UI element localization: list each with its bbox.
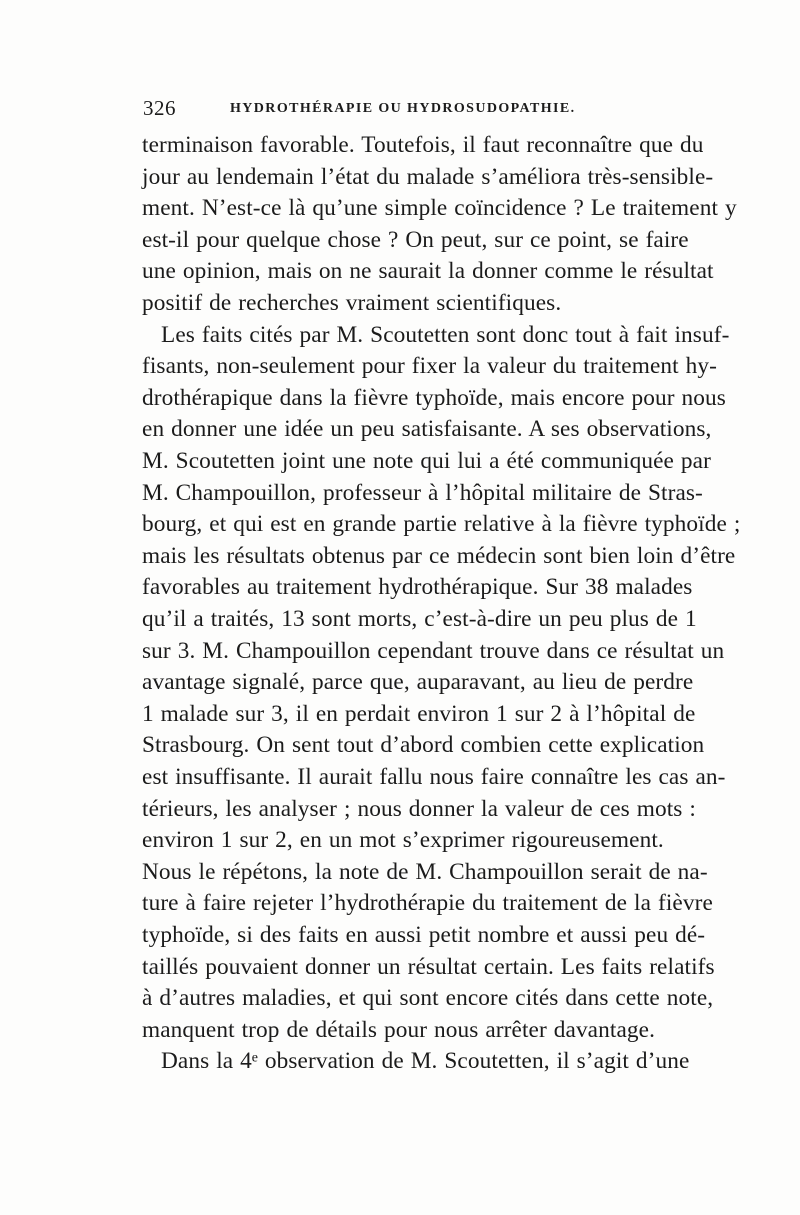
text-line: qu’il a traités, 13 sont morts, c’est-à-dire un peu plus de 1 xyxy=(142,606,697,632)
text-line: drothérapique dans la fièvre typhoïde, mais encore pour nous xyxy=(142,384,726,411)
text-line: mais les résultats obtenus par ce médecin sont bien loin d’être xyxy=(142,542,736,569)
text-line: positif de recherches vraiment scientifiques. xyxy=(142,290,562,316)
text-line: Nous le répétons, la note de M. Champouillon serait de na- xyxy=(142,858,708,885)
page-header xyxy=(143,96,663,124)
text-line: à d’autres maladies, et qui sont encore cités dans cette note, xyxy=(142,985,714,1012)
text-line: M. Champouillon, professeur à l’hôpital militaire de Stras- xyxy=(142,479,703,506)
page-number: 326 xyxy=(143,96,176,120)
text-line: térieurs, les analyser ; nous donner la valeur de ces mots : xyxy=(142,795,696,822)
text-line: ture à faire rejeter l’hydrothérapie du traitement de la fièvre xyxy=(142,890,713,917)
text-line: est insuffisante. Il aurait fallu nous faire connaître les cas an- xyxy=(142,764,726,790)
text-line: en donner une idée un peu satisfaisante. A ses observations, xyxy=(142,416,712,443)
text-line: taillés pouvaient donner un résultat certain. Les faits relatifs xyxy=(142,953,715,980)
text-line: terminaison favorable. Toutefois, il faut reconnaître que du xyxy=(142,132,704,158)
text-line: sur 3. M. Champouillon cependant trouve dans ce résultat un xyxy=(142,637,725,664)
text-line: ment. N’est-ce là qu’une simple coïncidence ? Le traitement y xyxy=(142,195,737,222)
text-line: avantage signalé, parce que, auparavant, au lieu de perdre xyxy=(142,669,694,696)
text-line: Strasbourg. On sent tout d’abord combien cette explication xyxy=(142,732,705,759)
running-title: HYDROTHÉRAPIE OU HYDROSUDOPATHIE. xyxy=(230,101,576,116)
text-line: fisants, non-seulement pour fixer la valeur du traitement hy- xyxy=(142,353,717,380)
text-line: typhoïde, si des faits en aussi petit nombre et aussi peu dé- xyxy=(142,922,706,948)
text-line: une opinion, mais on ne saurait la donner comme le résultat xyxy=(142,258,714,285)
paragraph-first-line: Dans la 4ᵉ observation de M. Scoutetten, il s’agit d’une xyxy=(161,1048,690,1075)
text-line: favorables au traitement hydrothérapique. Sur 38 malades xyxy=(142,574,693,601)
text-line: manquent trop de détails pour nous arrêter davantage. xyxy=(142,1016,656,1043)
text-line: M. Scoutetten joint une note qui lui a été communiquée par xyxy=(142,448,711,474)
text-line: jour au lendemain l’état du malade s’améliora très-sensible- xyxy=(142,163,714,190)
text-line: bourg, et qui est en grande partie relative à la fièvre typhoïde ; xyxy=(142,511,741,538)
paragraph-first-line: Les faits cités par M. Scoutetten sont donc tout à fait insuf- xyxy=(161,321,730,348)
text-line: est-il pour quelque chose ? On peut, sur ce point, se faire xyxy=(142,226,689,253)
text-line-italic-words: environ 1 sur 2, en un mot s’exprimer rigoureusement. xyxy=(142,827,664,854)
text-line: 1 malade sur 3, il en perdait environ 1 sur 2 à l’hôpital de xyxy=(142,700,696,727)
